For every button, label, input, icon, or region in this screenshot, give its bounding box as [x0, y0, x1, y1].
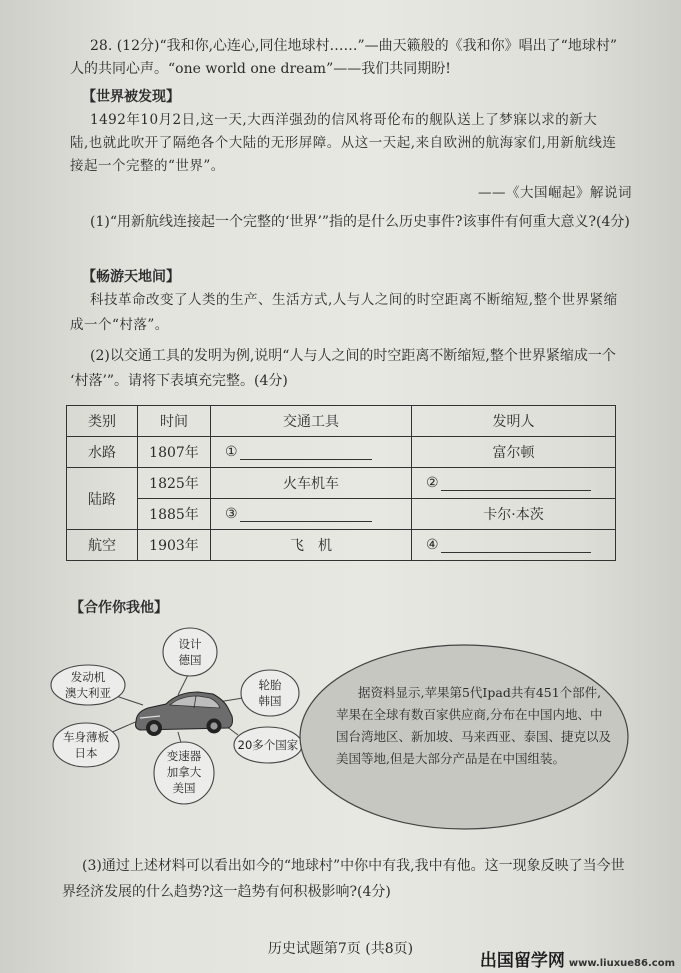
header-time: 时间	[138, 406, 211, 437]
cell-water-time: 1807年	[138, 437, 211, 468]
bubble-countries-line1: 20多个国家	[237, 738, 299, 752]
section2-line1: 科技革命改变了人类的生产、生活方式,人与人之间的时空距离不断缩短,整个世界紧缩	[90, 292, 618, 308]
oval-text-line2: 苹果在全球有数百家供应商,分布在中国内地、中	[336, 707, 603, 722]
section1-line3: 接起一个完整的“世界”。	[70, 158, 225, 174]
watermark	[480, 946, 675, 971]
car-parts-diagram	[48, 620, 308, 810]
section2-line2: 成一个“村落”。	[70, 317, 169, 333]
answer-blank-1[interactable]	[240, 444, 372, 460]
blank-mark-2: ②	[426, 475, 439, 491]
header-inventor: 发明人	[412, 406, 616, 437]
page-footer: 历史试题第7页 (共8页)	[267, 941, 414, 957]
question-2-line1: (2)以交通工具的发明为例,说明“人与人之间的时空距离不断缩短,整个世界紧缩成一个	[90, 348, 616, 364]
connector-line	[178, 675, 188, 695]
cell-land-vehicle-1: 火车机车	[211, 468, 412, 499]
bubble-engine-line1: 发动机	[70, 670, 106, 684]
watermark-cn: 出国留学网	[479, 951, 565, 971]
table-row	[67, 468, 616, 499]
cell-land-category: 陆路	[67, 468, 138, 530]
table-row	[67, 437, 616, 468]
bubble-transmission-line1: 变速器	[166, 749, 202, 763]
bubble-tire-line2: 韩国	[258, 694, 282, 708]
q28-line1: 28. (12分)“我和你,心连心,同住地球村……”—曲天籁般的《我和你》唱出了“地球村”	[90, 38, 617, 54]
section-title-travel: 【畅游天地间】	[82, 269, 180, 285]
section1-line1: 1492年10月2日,这一天,大西洋强劲的信风将哥伦布的舰队送上了梦寐以求的新大	[90, 112, 598, 128]
answer-blank-2[interactable]	[441, 475, 591, 491]
bubble-body-line2: 日本	[74, 746, 98, 760]
cell-land-time-1: 1825年	[138, 468, 211, 499]
transport-table	[66, 405, 616, 561]
oval-text-line1: 据资料显示,苹果第5代Ipad共有451个部件,	[358, 685, 602, 700]
bubble-design-line1: 设计	[178, 637, 202, 651]
cell-land-vehicle-2[interactable]	[211, 499, 412, 530]
cell-air-inventor[interactable]	[412, 530, 616, 561]
oval-text-line4: 美国等地,但是大部分产品是在中国组装。	[336, 751, 565, 766]
connector-line	[116, 696, 143, 705]
cell-water-inventor: 富尔顿	[412, 437, 616, 468]
blank-mark-1: ①	[225, 444, 238, 460]
cell-air-vehicle: 飞 机	[211, 530, 412, 561]
table-header-row	[67, 406, 616, 437]
bubble-body-line1: 车身薄板	[63, 730, 109, 744]
bubble-engine-line2: 澳大利亚	[65, 686, 111, 700]
question-3-line1: (3)通过上述材料可以看出如今的“地球村”中你中有我,我中有他。这一现象反映了当今世	[82, 858, 625, 874]
bubble-transmission-line2: 加拿大	[166, 765, 202, 779]
section-title-cooperation: 【合作你我他】	[70, 600, 168, 616]
header-category: 类别	[67, 406, 138, 437]
oval-text-line3: 国台湾地区、新加坡、马来西亚、泰国、捷克以及	[336, 729, 612, 744]
answer-blank-3[interactable]	[240, 506, 372, 522]
table-row	[67, 499, 616, 530]
bubble-tire	[241, 670, 299, 716]
watermark-url: www.liuxue86.com	[568, 958, 675, 969]
answer-blank-4[interactable]	[441, 537, 591, 553]
question-1: (1)“用新航线连接起一个完整的‘世界’”指的是什么历史事件?该事件有何重大意义?(4分)	[90, 214, 630, 230]
cell-water-category: 水路	[67, 437, 138, 468]
question-2-line2: ‘村落’”。请将下表填充完整。(4分)	[70, 373, 288, 389]
cell-air-category: 航空	[67, 530, 138, 561]
blank-mark-3: ③	[225, 506, 238, 522]
bubble-design-line2: 德国	[178, 653, 202, 667]
section1-line2: 陆,也就此吹开了隔绝各个大陆的无形屏障。从这一天起,来自欧洲的航海家们,用新航线连	[70, 135, 617, 151]
bubble-transmission-line3: 美国	[172, 781, 196, 795]
cell-air-time: 1903年	[138, 530, 211, 561]
cell-land-inventor-2: 卡尔·本茨	[412, 499, 616, 530]
cell-water-vehicle[interactable]	[211, 437, 412, 468]
table-row	[67, 530, 616, 561]
header-vehicle: 交通工具	[211, 406, 412, 437]
section1-source: ——《大国崛起》解说词	[478, 185, 632, 201]
car-icon	[136, 692, 233, 736]
bubble-design	[163, 628, 217, 676]
blank-mark-4: ④	[426, 537, 439, 553]
question-3-line2: 界经济发展的什么趋势?这一趋势有何积极影响?(4分)	[62, 884, 391, 900]
q28-line2: 人的共同心声。“one world one dream”——我们共同期盼!	[70, 61, 451, 77]
section-title-world-discovered: 【世界被发现】	[82, 89, 180, 105]
bubble-tire-line1: 轮胎	[258, 678, 282, 692]
cell-land-time-2: 1885年	[138, 499, 211, 530]
cell-land-inventor-1[interactable]	[412, 468, 616, 499]
